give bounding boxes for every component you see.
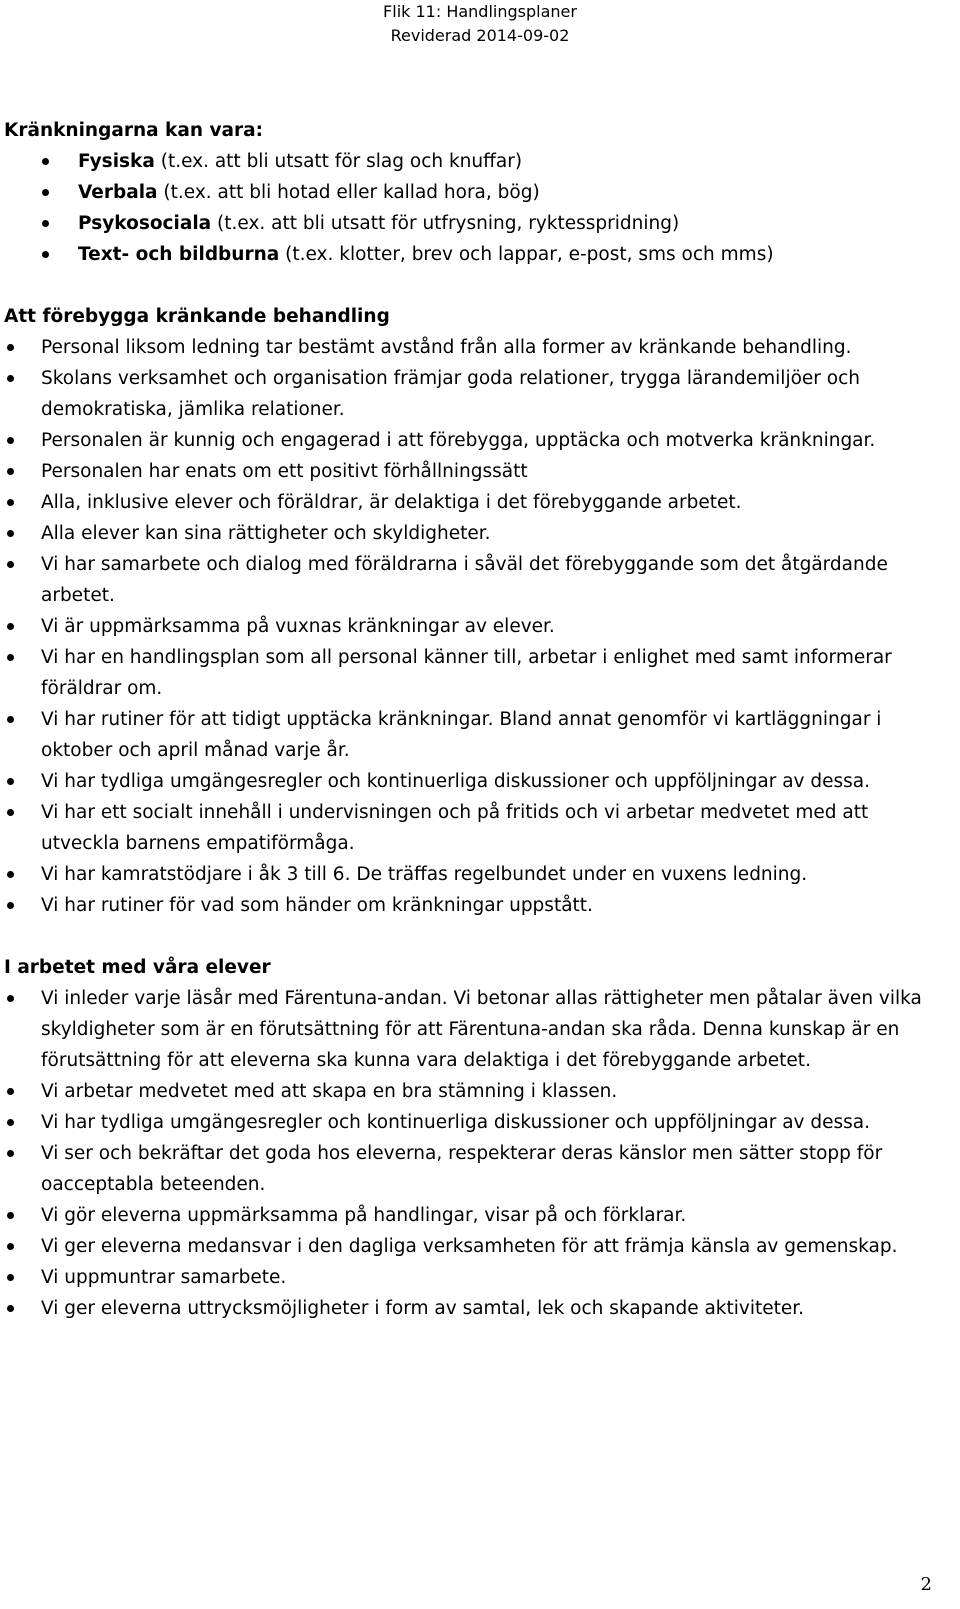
header-title: Flik 11: Handlingsplaner xyxy=(383,2,577,21)
list-item: Vi ser och bekräftar det goda hos eleverna, respekterar deras känslor men sätter stopp för oacceptabla beteenden. xyxy=(4,1138,939,1200)
list-item: Vi har samarbete och dialog med föräldrarna i såväl det förebyggande som det åtgärdande arbetet. xyxy=(4,549,939,611)
list-item: Vi ger eleverna medansvar i den dagliga verksamheten för att främja känsla av gemenskap. xyxy=(4,1231,939,1262)
list-item: Alla elever kan sina rättigheter och skyldigheter. xyxy=(4,518,939,549)
list-item: Vi är uppmärksamma på vuxnas kränkningar av elever. xyxy=(4,611,939,642)
list-item: Vi har rutiner för att tidigt upptäcka kränkningar. Bland annat genomför vi kartläggningar i oktober och april månad varje år. xyxy=(4,704,939,766)
section-heading-forebygga: Att förebygga kränkande behandling xyxy=(4,306,390,327)
list-item: Personalen har enats om ett positivt förhållningssätt xyxy=(4,456,939,487)
spacer xyxy=(4,921,939,952)
list-item: Vi uppmuntrar samarbete. xyxy=(4,1262,939,1293)
list-item: Vi har rutiner för vad som händer om kränkningar uppstått. xyxy=(4,890,939,921)
list-item xyxy=(4,146,939,177)
header-revised-date: Reviderad 2014-09-02 xyxy=(390,26,570,45)
item-text: (t.ex. att bli utsatt för utfrysning, ryktesspridning) xyxy=(211,213,680,234)
list-item: Vi har kamratstödjare i åk 3 till 6. De träffas regelbundet under en vuxens ledning. xyxy=(4,859,939,890)
list-item: Skolans verksamhet och organisation främjar goda relationer, trygga lärandemiljöer och demokratiska, jämlika relationer. xyxy=(4,363,939,425)
list-item: Vi arbetar medvetet med att skapa en bra stämning i klassen. xyxy=(4,1076,939,1107)
item-term: Fysiska xyxy=(78,151,155,172)
list-item: Vi ger eleverna uttrycksmöjligheter i form av samtal, lek och skapande aktiviteter. xyxy=(4,1293,939,1324)
section-heading-krankningar: Kränkningarna kan vara: xyxy=(4,120,263,141)
item-text: (t.ex. att bli utsatt för slag och knuffar) xyxy=(154,151,523,172)
document-body xyxy=(4,115,939,1324)
list-item: Vi gör eleverna uppmärksamma på handlingar, visar på och förklarar. xyxy=(4,1200,939,1231)
list-item: Vi har tydliga umgängesregler och kontinuerliga diskussioner och uppföljningar av dessa. xyxy=(4,1107,939,1138)
page-number: 2 xyxy=(920,1574,932,1595)
krankningar-list xyxy=(4,146,939,270)
list-item: Vi har en handlingsplan som all personal känner till, arbetar i enlighet med samt informerar föräldrar om. xyxy=(4,642,939,704)
list-item xyxy=(4,208,939,239)
page-header xyxy=(0,0,960,48)
list-item: Vi inleder varje läsår med Färentuna-andan. Vi betonar allas rättigheter men påtalar även vilka skyldigheter som är en förutsättning för att Färentuna-andan ska råda. Denna kunskap är en förutsättning för att eleverna ska kunna vara delaktiga i det förebyggande arbetet. xyxy=(4,983,939,1076)
forebygga-list xyxy=(4,332,939,921)
list-item: Vi har tydliga umgängesregler och kontinuerliga diskussioner och uppföljningar av dessa. xyxy=(4,766,939,797)
list-item: Personal liksom ledning tar bestämt avstånd från alla former av kränkande behandling. xyxy=(4,332,939,363)
elever-list xyxy=(4,983,939,1324)
list-item: Vi har ett socialt innehåll i undervisningen och på fritids och vi arbetar medvetet med att utveckla barnens empatiförmåga. xyxy=(4,797,939,859)
list-item: Personalen är kunnig och engagerad i att förebygga, upptäcka och motverka kränkningar. xyxy=(4,425,939,456)
item-text: (t.ex. klotter, brev och lappar, e-post, sms och mms) xyxy=(279,244,774,265)
item-term: Text- och bildburna xyxy=(78,244,280,265)
list-item xyxy=(4,239,939,270)
list-item: Alla, inklusive elever och föräldrar, är delaktiga i det förebyggande arbetet. xyxy=(4,487,939,518)
section-heading-elever: I arbetet med våra elever xyxy=(4,957,271,978)
item-term: Psykosociala xyxy=(78,213,212,234)
item-term: Verbala xyxy=(78,182,158,203)
item-text: (t.ex. att bli hotad eller kallad hora, bög) xyxy=(157,182,540,203)
spacer xyxy=(4,270,939,301)
list-item xyxy=(4,177,939,208)
